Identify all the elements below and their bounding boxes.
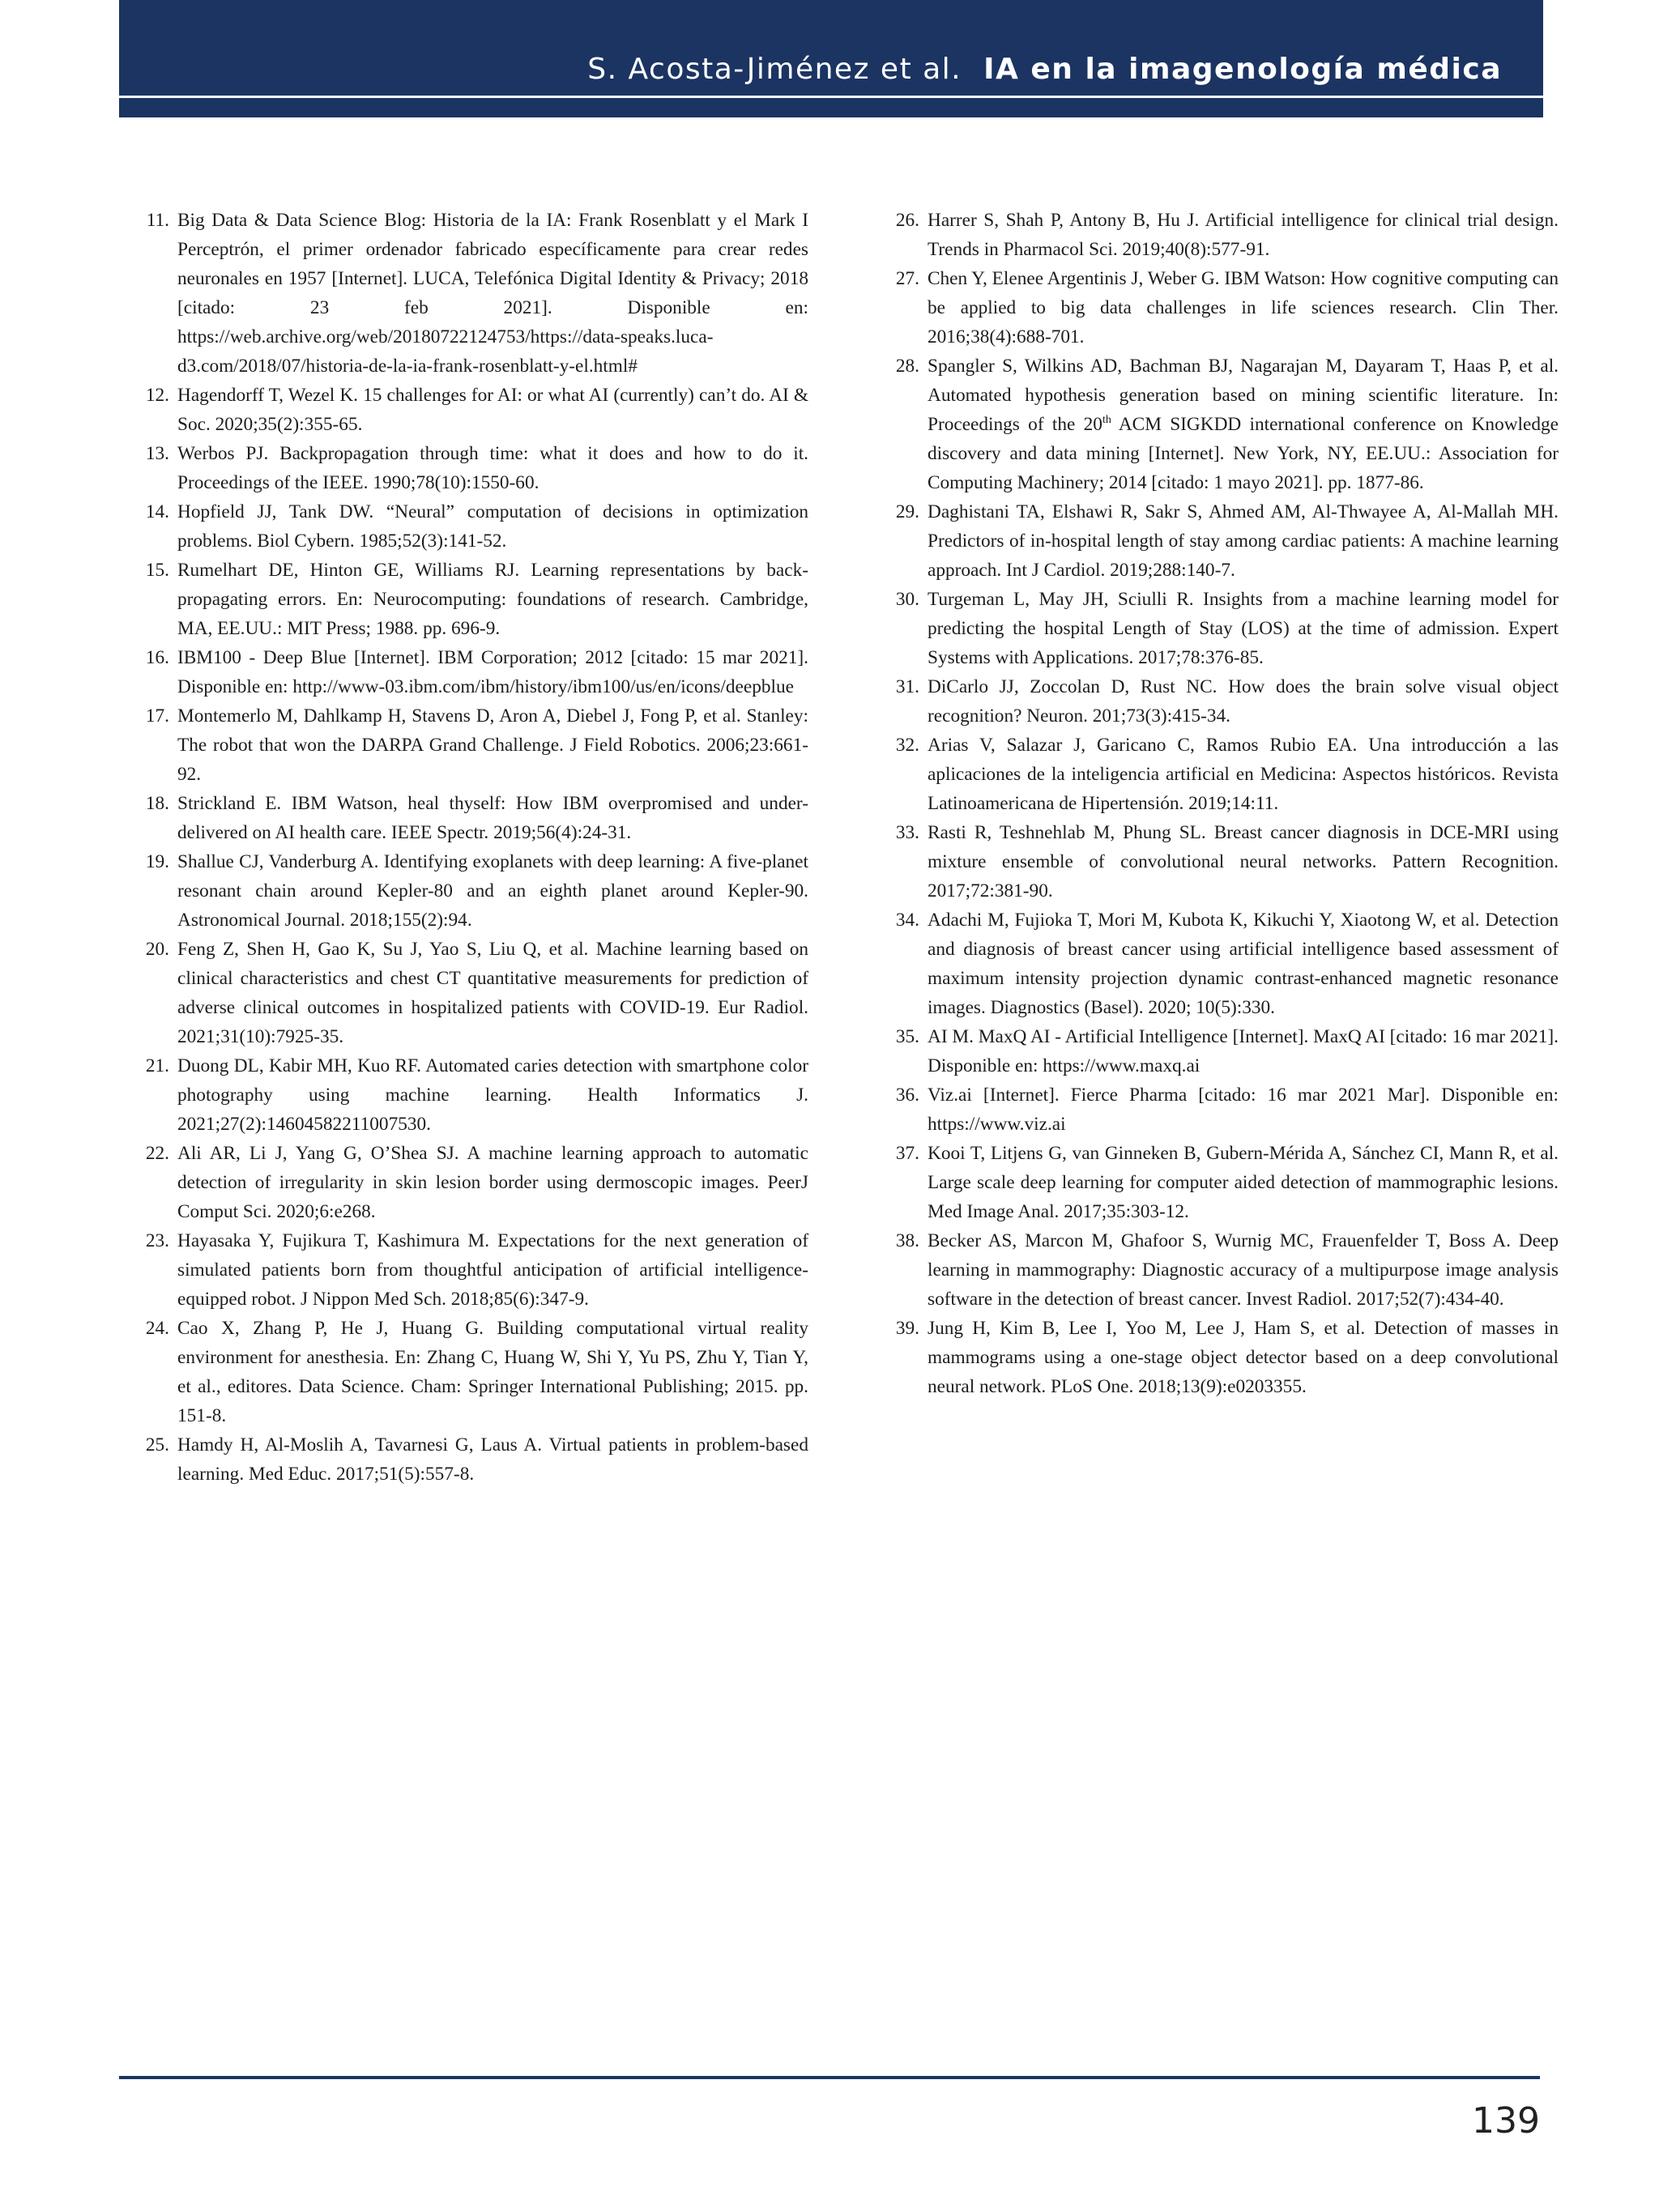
reference-item [886, 1139, 1559, 1226]
reference-number: 12. [145, 385, 169, 406]
reference-item [136, 439, 808, 497]
reference-item [136, 643, 808, 701]
reference-item [886, 585, 1559, 672]
reference-text: Adachi M, Fujioka T, Mori M, Kubota K, Kikuchi Y, Xiaotong W, et al. Detection and diagnosis of breast cancer using artificial intelligence based assessment of maximum intensity projection dynamic contrast-enhanced magnetic resonance images. Diagnostics (Basel). 2020; 10(5):330. [928, 910, 1559, 1018]
reference-item [136, 701, 808, 789]
reference-text: Turgeman L, May JH, Sciulli R. Insights from a machine learning model for predicting the hospital Length of Stay (LOS) at the time of admission. Expert Systems with Applications. 2017;78:376-85. [928, 589, 1559, 668]
reference-number: 17. [145, 705, 169, 727]
reference-text: Becker AS, Marcon M, Ghafoor S, Wurnig MC, Frauenfelder T, Boss A. Deep learning in mammography: Diagnostic accuracy of a multipurpose image analysis software in the detection of breast cancer. Invest Radiol. 2017;52(7):434-40. [928, 1230, 1559, 1310]
reference-text: Viz.ai [Internet]. Fierce Pharma [citado: 16 mar 2021 Mar]. Disponible en: https://www.viz.ai [928, 1085, 1559, 1135]
reference-text: Big Data & Data Science Blog: Historia de la IA: Frank Rosenblatt y el Mark I Perceptrón, el primer ordenador fabricado específicamente para crear redes neuronales en 1957 [Internet]. LUCA, Telefónica Digital Identity & Privacy; 2018 [citado: 23 feb 2021]. Disponible en: https://web.archive.org/web/20180722124753/https://data-speaks.luca-d3.com/2018/07/historia-de-la-ia-frank-rosenblatt-y-el.html# [177, 210, 808, 377]
references-column-right [886, 206, 1559, 1401]
reference-text: Rasti R, Teshnehlab M, Phung SL. Breast cancer diagnosis in DCE-MRI using mixture ensemble of convolutional neural networks. Pattern Recognition. 2017;72:381-90. [928, 822, 1559, 901]
reference-item [886, 1314, 1559, 1401]
reference-number: 23. [145, 1230, 169, 1251]
footer-divider [119, 2076, 1540, 2079]
reference-text-part: Spangler S, Wilkins AD, Bachman BJ, Nagarajan M, Dayaram T, Haas P, et al. Automated hypothesis generation based on mining scientific literature. In: Proceedings of the 20 [928, 356, 1559, 435]
reference-number: 14. [145, 501, 169, 522]
references-column-left [136, 206, 808, 1489]
reference-item [136, 1139, 808, 1226]
reference-number: 13. [145, 443, 169, 464]
reference-number: 33. [895, 822, 919, 843]
reference-number: 25. [145, 1434, 169, 1455]
reference-item [136, 206, 808, 381]
reference-item [886, 672, 1559, 731]
reference-text: Shallue CJ, Vanderburg A. Identifying exoplanets with deep learning: A five-planet resonant chain around Kepler-80 and an eighth planet around Kepler-90. Astronomical Journal. 2018;155(2):94. [177, 851, 808, 931]
reference-text [928, 352, 1559, 497]
reference-number: 19. [145, 851, 169, 872]
reference-text: Chen Y, Elenee Argentinis J, Weber G. IBM Watson: How cognitive computing can be applied to big data challenges in life sciences research. Clin Ther. 2016;38(4):688-701. [928, 268, 1559, 347]
running-header [587, 47, 1502, 92]
reference-text-part: ACM SIGKDD international conference on Knowledge discovery and data mining [Internet]. New York, NY, EE.UU.: Association for Computing Machinery; 2014 [citado: 1 mayo 2021]. pp. 1877-86. [928, 414, 1559, 493]
reference-item [886, 906, 1559, 1022]
reference-number: 31. [895, 676, 919, 697]
reference-text: Harrer S, Shah P, Antony B, Hu J. Artificial intelligence for clinical trial design. Trends in Pharmacol Sci. 2019;40(8):577-91. [928, 210, 1559, 260]
reference-item [886, 1022, 1559, 1080]
page-number: 139 [1472, 2100, 1540, 2142]
reference-number: 37. [895, 1143, 919, 1164]
reference-item [886, 352, 1559, 497]
reference-text: Hopfield JJ, Tank DW. “Neural” computation of decisions in optimization problems. Biol Cybern. 1985;52(3):141-52. [177, 501, 808, 552]
reference-number: 16. [145, 647, 169, 668]
reference-number: 35. [895, 1026, 919, 1047]
reference-text: Cao X, Zhang P, He J, Huang G. Building computational virtual reality environment for anesthesia. En: Zhang C, Huang W, Shi Y, Yu PS, Zhu Y, Tian Y, et al., editores. Data Science. Cham: Springer International Publishing; 2015. pp. 151-8. [177, 1318, 808, 1426]
reference-item [886, 264, 1559, 352]
reference-number: 15. [145, 560, 169, 581]
reference-number: 38. [895, 1230, 919, 1251]
reference-item [886, 497, 1559, 585]
reference-text: Daghistani TA, Elshawi R, Sakr S, Ahmed AM, Al-Thwayee A, Al-Mallah MH. Predictors of in-hospital length of stay among cardiac patients: A machine learning approach. Int J Cardiol. 2019;288:140-7. [928, 501, 1559, 581]
reference-item [886, 818, 1559, 906]
reference-number: 29. [895, 501, 919, 522]
reference-item [136, 1226, 808, 1314]
reference-text: IBM100 - Deep Blue [Internet]. IBM Corporation; 2012 [citado: 15 mar 2021]. Disponible en: http://www-03.ibm.com/ibm/history/ibm100/us/en/icons/deepblue [177, 647, 808, 697]
reference-text: AI M. MaxQ AI - Artificial Intelligence [Internet]. MaxQ AI [citado: 16 mar 2021]. Disponible en: https://www.maxq.ai [928, 1026, 1559, 1076]
reference-text: Jung H, Kim B, Lee I, Yoo M, Lee J, Ham S, et al. Detection of masses in mammograms using a one-stage object detector based on a deep convolutional neural network. PLoS One. 2018;13(9):e0203355. [928, 1318, 1559, 1397]
reference-number: 26. [895, 210, 919, 231]
reference-item [136, 1051, 808, 1139]
superscript-ordinal: th [1102, 414, 1111, 427]
reference-text: Strickland E. IBM Watson, heal thyself: How IBM overpromised and under-delivered on AI health care. IEEE Spectr. 2019;56(4):24-31. [177, 793, 808, 843]
reference-text: Arias V, Salazar J, Garicano C, Ramos Rubio EA. Una introducción a las aplicaciones de la inteligencia artificial en Medicina: Aspectos históricos. Revista Latinoamericana de Hipertensión. 2019;14:11. [928, 735, 1559, 814]
reference-text: Werbos PJ. Backpropagation through time: what it does and how to do it. Proceedings of the IEEE. 1990;78(10):1550-60. [177, 443, 808, 493]
reference-text: Rumelhart DE, Hinton GE, Williams RJ. Learning representations by back-propagating errors. En: Neurocomputing: foundations of research. Cambridge, MA, EE.UU.: MIT Press; 1988. pp. 696-9. [177, 560, 808, 639]
reference-number: 28. [895, 356, 919, 377]
reference-item [886, 1226, 1559, 1314]
reference-item [886, 1080, 1559, 1139]
running-header-authors: S. Acosta-Jiménez et al. [587, 53, 962, 86]
reference-number: 20. [145, 939, 169, 960]
reference-text: Hayasaka Y, Fujikura T, Kashimura M. Expectations for the next generation of simulated patients born from thoughtful anticipation of artificial intelligence-equipped robot. J Nippon Med Sch. 2018;85(6):347-9. [177, 1230, 808, 1310]
reference-number: 22. [145, 1143, 169, 1164]
reference-number: 27. [895, 268, 919, 289]
reference-item [136, 1314, 808, 1430]
running-header-title: IA en la imagenología médica [983, 53, 1502, 86]
reference-item [136, 935, 808, 1051]
reference-number: 32. [895, 735, 919, 756]
reference-item [136, 381, 808, 439]
reference-number: 30. [895, 589, 919, 610]
reference-item [886, 731, 1559, 818]
reference-number: 36. [895, 1085, 919, 1106]
reference-text: Ali AR, Li J, Yang G, O’Shea SJ. A machine learning approach to automatic detection of irregularity in skin lesion border using dermoscopic images. PeerJ Comput Sci. 2020;6:e268. [177, 1143, 808, 1222]
reference-number: 34. [895, 910, 919, 931]
reference-item [136, 497, 808, 556]
reference-item [136, 1430, 808, 1489]
reference-item [136, 847, 808, 935]
reference-item [136, 556, 808, 643]
reference-text: DiCarlo JJ, Zoccolan D, Rust NC. How does the brain solve visual object recognition? Neuron. 201;73(3):415-34. [928, 676, 1559, 727]
reference-item [886, 206, 1559, 264]
reference-number: 18. [145, 793, 169, 814]
reference-number: 24. [145, 1318, 169, 1339]
reference-text: Duong DL, Kabir MH, Kuo RF. Automated caries detection with smartphone color photography using machine learning. Health Informatics J. 2021;27(2):14604582211007530. [177, 1055, 808, 1135]
reference-text: Hagendorff T, Wezel K. 15 challenges for AI: or what AI (currently) can’t do. AI & Soc. 2020;35(2):355-65. [177, 385, 808, 435]
reference-number: 21. [145, 1055, 169, 1076]
reference-text: Hamdy H, Al-Moslih A, Tavarnesi G, Laus A. Virtual patients in problem-based learning. Med Educ. 2017;51(5):557-8. [177, 1434, 808, 1485]
reference-number: 11. [146, 210, 169, 231]
header-band-lower [119, 98, 1543, 117]
reference-number: 39. [895, 1318, 919, 1339]
reference-text: Kooi T, Litjens G, van Ginneken B, Gubern-Mérida A, Sánchez CI, Mann R, et al. Large scale deep learning for computer aided detection of mammographic lesions. Med Image Anal. 2017;35:303-12. [928, 1143, 1559, 1222]
reference-text: Feng Z, Shen H, Gao K, Su J, Yao S, Liu Q, et al. Machine learning based on clinical characteristics and chest CT quantitative measurements for prediction of adverse clinical outcomes in hospitalized patients with COVID-19. Eur Radiol. 2021;31(10):7925-35. [177, 939, 808, 1047]
reference-item [136, 789, 808, 847]
reference-text: Montemerlo M, Dahlkamp H, Stavens D, Aron A, Diebel J, Fong P, et al. Stanley: The robot that won the DARPA Grand Challenge. J Field Robotics. 2006;23:661-92. [177, 705, 808, 785]
